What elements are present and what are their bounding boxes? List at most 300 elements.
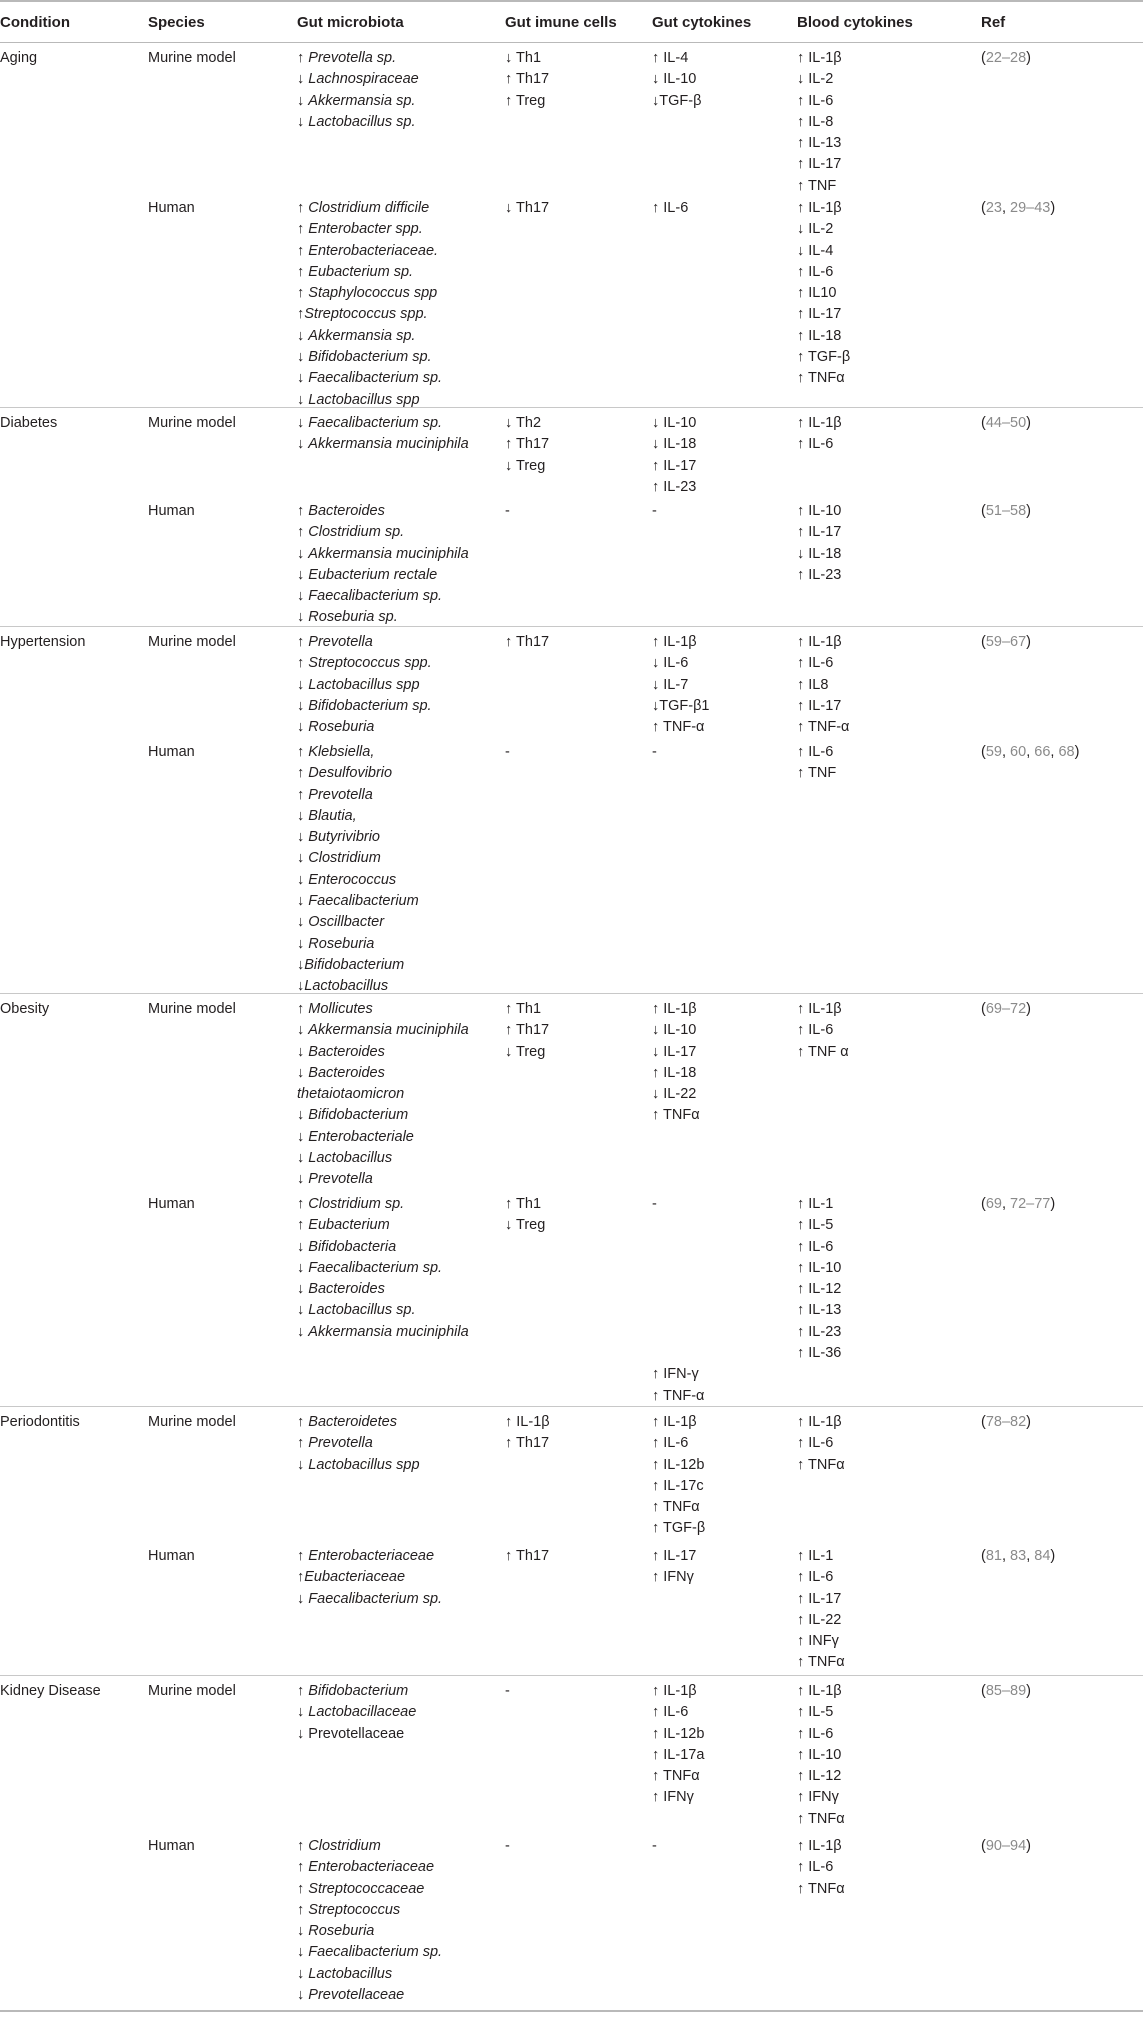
- taxon-name: Lactobacillus spp: [308, 676, 420, 693]
- reference-line: [981, 999, 1031, 1020]
- microbiota-entry: [297, 522, 469, 543]
- blood-cytokines-cell: [797, 413, 842, 456]
- gut-immune-cells-cell: [505, 742, 510, 763]
- microbiota-entry: [297, 262, 442, 283]
- trend-arrow: ↑: [297, 1001, 309, 1017]
- trend-arrow: ↑: [297, 1414, 309, 1430]
- trend-arrow: ↑: [297, 1548, 309, 1564]
- reference-line: [981, 742, 1079, 763]
- trend-arrow: ↓: [297, 113, 309, 130]
- gut-microbiota-cell: [297, 999, 469, 1191]
- gut-cytokines-cell: [652, 413, 696, 498]
- table-row: [0, 1541, 1143, 1675]
- blood-cytokines-cell-line: ↑ IL-10: [797, 503, 842, 519]
- gut-immune-cells-cell-line: -: [505, 1683, 510, 1699]
- microbiota-entry: [297, 806, 419, 827]
- gut-microbiota-cell: [297, 501, 469, 629]
- blood-cytokines-cell-line: ↑ IL-22: [797, 1611, 842, 1628]
- gut-cytokines-cell-line: ↑ IL-17: [652, 1548, 697, 1564]
- microbiota-entry: [297, 607, 469, 628]
- reference-link[interactable]: 68: [1058, 744, 1075, 760]
- microbiota-entry: [297, 1985, 442, 2006]
- taxon-name: Akkermansia muciniphila: [308, 1022, 469, 1039]
- blood-cytokines-cell-line: ↑ IL-1β: [797, 1414, 842, 1430]
- blood-cytokines-cell-line: ↓ IL-2: [797, 221, 834, 238]
- microbiota-entry: [297, 1169, 469, 1190]
- blood-cytokines-cell-line: ↑ TNFα: [797, 1880, 845, 1897]
- gut-immune-cells-cell-line: ↓ Th1: [505, 50, 542, 66]
- blood-cytokines-cell-line: ↑ IL-10: [797, 1746, 842, 1763]
- blood-cytokines-cell-line: ↑ TNF: [797, 177, 837, 194]
- reference-cell: [981, 198, 1055, 219]
- microbiota-entry: [297, 1942, 442, 1963]
- blood-cytokines-cell-line: ↑ IL-8: [797, 113, 834, 130]
- blood-cytokines-cell-line: ↑ TNFα: [797, 1810, 845, 1827]
- taxon-name: Klebsiella,: [308, 744, 375, 760]
- taxon-name: Roseburia: [308, 1923, 375, 1940]
- gut-cytokines-cell-line: [652, 1279, 704, 1300]
- blood-cytokines-cell-line: ↑ TNF α: [797, 1043, 849, 1060]
- gut-cytokines-cell-line: [652, 1300, 704, 1321]
- gut-cytokines-cell-line: ↑ IFNγ: [652, 1569, 694, 1586]
- reference-link[interactable]: 83: [1010, 1548, 1027, 1564]
- reference-line: [981, 1194, 1055, 1215]
- condition-label: Diabetes: [0, 415, 58, 431]
- taxon-name: Clostridium sp.: [308, 524, 405, 541]
- gut-immune-cells-cell-line: ↑ Th17: [505, 436, 550, 453]
- gut-immune-cells-cell-line: -: [505, 1838, 510, 1854]
- species-label: Human: [148, 503, 195, 519]
- taxon-name: Lactobacillus spp: [308, 391, 420, 408]
- blood-cytokines-cell: [797, 48, 842, 197]
- trend-arrow: ↓: [297, 1150, 309, 1167]
- species-label: Human: [148, 1838, 195, 1854]
- reference-line: [981, 1546, 1055, 1567]
- taxon-name: Bifidobacterium: [308, 1683, 409, 1699]
- microbiota-entry: [297, 1900, 442, 1921]
- taxon-name: Desulfovibrio: [308, 765, 393, 782]
- trend-arrow: ↑: [297, 786, 309, 803]
- trend-arrow: ↓: [297, 1171, 309, 1188]
- gut-immune-cells-cell: [505, 48, 549, 112]
- taxon-name: Eubacteriaceae: [304, 1569, 406, 1586]
- reference-punctuation: (: [981, 503, 986, 519]
- blood-cytokines-cell-line: ↑ IL-6: [797, 263, 834, 280]
- blood-cytokines-cell: [797, 999, 849, 1063]
- gut-cytokines-cell-line: ↓ IL-22: [652, 1086, 697, 1103]
- microbiota-entry: [297, 1546, 442, 1567]
- reference-cell: [981, 999, 1031, 1020]
- taxon-name: Faecalibacterium: [308, 893, 419, 910]
- reference-punctuation: ,: [1001, 200, 1011, 216]
- reference-cell: [981, 1546, 1055, 1567]
- reference-line: [981, 1412, 1031, 1433]
- gut-cytokines-cell-line: -: [652, 503, 657, 519]
- gut-cytokines-cell-line: ↑ IL-17c: [652, 1477, 704, 1494]
- reference-punctuation: (: [981, 415, 986, 431]
- microbiota-entry: [297, 1322, 469, 1343]
- table-row: [0, 408, 1143, 496]
- taxon-name: Faecalibacterium sp.: [308, 1944, 443, 1961]
- taxon-name: Bifidobacterium: [308, 1107, 409, 1124]
- reference-link[interactable]: 85–89: [985, 1683, 1027, 1699]
- trend-arrow: ↓: [297, 914, 309, 931]
- gut-microbiota-cell: [297, 742, 419, 998]
- gut-immune-cells-cell-line: ↑ Th17: [505, 1022, 550, 1039]
- blood-cytokines-cell-line: ↑ IL-13: [797, 1302, 842, 1319]
- table-row: [0, 994, 1143, 1189]
- reference-line: [981, 198, 1055, 219]
- gut-immune-cells-cell-line: ↑ Th1: [505, 1196, 542, 1212]
- blood-cytokines-cell: [797, 1194, 841, 1364]
- reference-punctuation: ): [1026, 1001, 1032, 1017]
- trend-arrow: ↓: [297, 391, 309, 408]
- taxon-name: Blautia,: [308, 807, 357, 824]
- trend-arrow: ↑: [297, 1683, 309, 1699]
- microbiota-entry: [297, 1857, 442, 1878]
- header-condition: Condition: [0, 14, 70, 31]
- blood-cytokines-cell-line: ↑ IL-1β: [797, 1001, 842, 1017]
- taxon-name: Butyrivibrio: [308, 829, 380, 846]
- microbiota-entry: [297, 1589, 442, 1610]
- table-row: [0, 1831, 1143, 2010]
- blood-cytokines-cell-line: ↑ TGF-β: [797, 349, 851, 366]
- taxon-name: Enterobacteriaceae: [308, 1859, 435, 1876]
- reference-link[interactable]: 44–50: [985, 415, 1027, 431]
- condition-group: [0, 408, 1143, 627]
- reference-punctuation: ,: [1026, 1548, 1035, 1564]
- taxon-name: Bacteroides: [308, 1043, 385, 1060]
- trend-arrow: ↑: [297, 1838, 309, 1854]
- gut-immune-cells-cell-line: ↑ Th17: [505, 1435, 550, 1452]
- reference-punctuation: ,: [1050, 744, 1059, 760]
- gut-cytokines-cell-line: ↑ IL-1β: [652, 1001, 697, 1017]
- trend-arrow: ↓: [297, 1944, 309, 1961]
- microbiota-entry: [297, 912, 419, 933]
- reference-punctuation: (: [981, 1838, 986, 1854]
- gut-cytokines-cell: [652, 1412, 705, 1540]
- microbiota-entry: [297, 326, 442, 347]
- species-label: Murine model: [148, 1683, 236, 1699]
- gut-cytokines-cell-line: ↑ TGF-β: [652, 1520, 706, 1537]
- gut-cytokines-cell-line: ↑ IL-23: [652, 478, 697, 495]
- trend-arrow: ↑: [297, 1880, 309, 1897]
- species-label: Human: [148, 744, 195, 760]
- header-species: Species: [148, 14, 205, 31]
- gut-cytokines-cell-line: -: [652, 1838, 657, 1854]
- blood-cytokines-cell: [797, 1836, 845, 1900]
- trend-arrow: ↓: [297, 1022, 309, 1039]
- gut-cytokines-cell-line: ↑ IL-1β: [652, 1683, 697, 1699]
- gut-cytokines-cell: [652, 1836, 657, 1857]
- gut-cytokines-cell: [652, 632, 709, 738]
- trend-arrow: ↑: [297, 634, 309, 650]
- table-row: [0, 496, 1143, 626]
- reference-link[interactable]: 84: [1034, 1548, 1051, 1564]
- condition-group: [0, 627, 1143, 994]
- trend-arrow: ↓: [297, 609, 309, 626]
- gut-microbiota-cell: [297, 198, 442, 411]
- microbiota-entry: [297, 1279, 469, 1300]
- gut-cytokines-cell-line: -: [652, 744, 657, 760]
- blood-cytokines-cell-line: ↑ IFNγ: [797, 1789, 839, 1806]
- gut-cytokines-cell-line: ↑ TNF-α: [652, 1387, 705, 1404]
- gut-immune-cells-cell-line: ↑ Th17: [505, 71, 550, 88]
- taxon-name: Lactobacillaceae: [308, 1704, 417, 1721]
- trend-arrow: ↑: [297, 503, 309, 519]
- blood-cytokines-cell-line: ↑ IL-17: [797, 156, 842, 173]
- reference-link[interactable]: 60: [1010, 744, 1027, 760]
- blood-cytokines-cell-line: ↑ IL-1β: [797, 200, 842, 216]
- reference-link[interactable]: 69–72: [985, 1001, 1027, 1017]
- microbiota-entry: [297, 1042, 469, 1063]
- gut-microbiota-cell: [297, 413, 469, 456]
- reference-link[interactable]: 22–28: [985, 50, 1027, 66]
- gut-immune-cells-cell: [505, 1194, 545, 1237]
- trend-arrow: ↓: [297, 92, 309, 109]
- table-row: [0, 1676, 1143, 1831]
- trend-arrow: ↓: [297, 871, 309, 888]
- microbiota-entry: [297, 501, 469, 522]
- blood-cytokines-cell: [797, 1681, 845, 1830]
- reference-cell: [981, 1681, 1031, 1702]
- gut-cytokines-cell-line: [652, 1343, 704, 1364]
- gut-cytokines-cell-line: ↑ IL-6: [652, 1704, 689, 1721]
- trend-arrow: ↓: [297, 1590, 309, 1607]
- gut-cytokines-cell-line: ↑ TNFα: [652, 1768, 700, 1785]
- blood-cytokines-cell-line: ↓ IL-18: [797, 545, 842, 562]
- trend-arrow: ↓: [297, 1107, 309, 1124]
- reference-link[interactable]: 78–82: [985, 1414, 1027, 1430]
- gut-immune-cells-cell-line: ↓ Treg: [505, 457, 546, 474]
- microbiota-entry: [297, 785, 419, 806]
- condition-group: [0, 994, 1143, 1407]
- gut-cytokines-cell-line: ↑ IFN-γ: [652, 1366, 699, 1383]
- taxon-name: Eubacterium: [308, 1217, 390, 1234]
- microbiota-entry: [297, 742, 419, 763]
- trend-arrow: ↓: [297, 327, 309, 344]
- taxon-name: Lachnospiraceae: [308, 71, 419, 88]
- trend-arrow: ↓: [297, 956, 305, 973]
- microbiota-entry: [297, 1681, 416, 1702]
- microbiota-entry: [297, 999, 469, 1020]
- reference-link[interactable]: 81: [985, 1548, 1002, 1564]
- blood-cytokines-cell-line: ↑ IL-12: [797, 1768, 842, 1785]
- gut-cytokines-cell-line: [652, 1322, 704, 1343]
- blood-cytokines-cell-line: ↑ IL-6: [797, 1859, 834, 1876]
- gut-cytokines-cell-line: ↑ IL-4: [652, 50, 689, 66]
- trend-arrow: ↓: [297, 978, 305, 995]
- gut-cytokines-cell-line: ↑ IL-1β: [652, 634, 697, 650]
- microbiota-entry: [297, 1063, 469, 1084]
- gut-cytokines-cell-line: ↑ IL-17: [652, 457, 697, 474]
- reference-link[interactable]: 59–67: [985, 634, 1027, 650]
- taxon-name: Prevotellaceae: [308, 1987, 405, 2004]
- trend-arrow: ↓: [297, 1281, 309, 1298]
- microbiota-entry: [297, 763, 419, 784]
- condition-label: Periodontitis: [0, 1414, 80, 1430]
- blood-cytokines-cell-line: ↑ IL-6: [797, 92, 834, 109]
- microbiota-entry: [297, 1724, 416, 1745]
- blood-cytokines-cell-line: ↑ IL-6: [797, 744, 834, 760]
- taxon-name: Faecalibacterium sp.: [308, 415, 443, 431]
- blood-cytokines-cell-line: ↑ IL-13: [797, 135, 842, 152]
- taxon-name: Roseburia: [308, 935, 375, 952]
- table-row: [0, 43, 1143, 193]
- gut-cytokines-cell-line: ↓TGF-β: [652, 92, 702, 109]
- gut-microbiota-cell: [297, 1194, 469, 1343]
- gut-cytokines-cell-line: ↓ IL-10: [652, 415, 697, 431]
- taxon-name: Prevotella: [308, 786, 373, 803]
- taxon-name: Bifidobacteria: [308, 1238, 397, 1255]
- trend-arrow: ↓: [297, 893, 309, 910]
- trend-arrow: ↓: [297, 415, 309, 431]
- reference-punctuation: ): [1074, 744, 1080, 760]
- trend-arrow: ↓: [297, 697, 309, 714]
- blood-cytokines-cell-line: ↑ IL-6: [797, 655, 834, 672]
- taxon-name: Faecalibacterium sp.: [308, 588, 443, 605]
- reference-cell: [981, 501, 1031, 522]
- trend-arrow: ↑: [297, 50, 309, 66]
- microbiota-entry: [297, 368, 442, 389]
- blood-cytokines-cell: [797, 501, 841, 586]
- table-row: [0, 1407, 1143, 1541]
- reference-link[interactable]: 90–94: [985, 1838, 1027, 1854]
- reference-cell: [981, 742, 1079, 763]
- reference-link[interactable]: 59: [985, 744, 1002, 760]
- gut-cytokines-cell-line: ↓ IL-10: [652, 1022, 697, 1039]
- blood-cytokines-cell-line: ↑ IL10: [797, 285, 837, 302]
- gut-immune-cells-cell-line: -: [505, 744, 510, 760]
- taxon-name: Akkermansia sp.: [308, 327, 416, 344]
- gut-immune-cells-cell-line: ↑ Treg: [505, 92, 546, 109]
- blood-cytokines-cell-line: ↑ IL-1β: [797, 1838, 842, 1854]
- gut-cytokines-cell: [652, 48, 701, 112]
- blood-cytokines-cell-line: ↑ IL-36: [797, 1345, 842, 1362]
- blood-cytokines-cell-line: ↑ IL-17: [797, 524, 842, 541]
- gut-cytokines-cell: [652, 742, 657, 763]
- gut-immune-cells-cell-line: ↓ Th2: [505, 415, 542, 431]
- microbiota-entry: [297, 347, 442, 368]
- reference-punctuation: ): [1050, 1196, 1056, 1212]
- blood-cytokines-cell-line: ↑ IL-6: [797, 1238, 834, 1255]
- blood-cytokines-cell-line: ↑ IL-1β: [797, 415, 842, 431]
- reference-punctuation: (: [981, 744, 986, 760]
- microbiota-entry: [297, 565, 469, 586]
- taxon-name: Enterococcus: [308, 871, 397, 888]
- trend-arrow: ↓: [297, 370, 309, 387]
- blood-cytokines-cell-line: ↑ TNFα: [797, 370, 845, 387]
- trend-arrow: ↓: [297, 935, 309, 952]
- gut-cytokines-cell-line: ↑ IL-12b: [652, 1725, 705, 1742]
- header-ref: Ref: [981, 14, 1006, 31]
- gut-immune-cells-cell-line: ↑ Th1: [505, 1001, 542, 1017]
- trend-arrow: ↑: [297, 242, 309, 259]
- trend-arrow: ↓: [297, 566, 309, 583]
- blood-cytokines-cell-line: ↑ TNFα: [797, 1456, 845, 1473]
- reference-cell: [981, 413, 1031, 434]
- reference-line: [981, 48, 1031, 69]
- condition-group: [0, 1407, 1143, 1676]
- reference-cell: [981, 1836, 1031, 1857]
- blood-cytokines-cell-line: ↑ INFγ: [797, 1633, 839, 1650]
- blood-cytokines-cell-line: ↑ IL-1β: [797, 1683, 842, 1699]
- reference-link[interactable]: 23: [985, 200, 1002, 216]
- species-label: Murine model: [148, 1414, 236, 1430]
- gut-cytokines-cell-line: ↓ IL-17: [652, 1043, 697, 1060]
- trend-arrow: ↓: [297, 71, 309, 88]
- gut-cytokines-cell-line: ↑ IL-6: [652, 200, 689, 216]
- taxon-name: Mollicutes: [308, 1001, 373, 1017]
- gut-immune-cells-cell: [505, 501, 510, 522]
- reference-link[interactable]: 29–43: [1010, 200, 1051, 216]
- gut-microbiota-cell: [297, 1546, 442, 1610]
- taxon-name: Clostridium: [308, 1838, 381, 1854]
- taxon-name: Lactobacillus sp.: [308, 113, 416, 130]
- microbiota-entry: [297, 848, 419, 869]
- species-label: Human: [148, 200, 195, 216]
- microbiota-entry: [297, 1020, 469, 1041]
- reference-punctuation: ): [1026, 503, 1032, 519]
- taxon-name: Faecalibacterium sp.: [308, 1259, 443, 1276]
- trend-arrow: ↓: [297, 1456, 309, 1473]
- gut-immune-cells-cell-line: ↑ Th17: [505, 634, 550, 650]
- condition-label: Kidney Disease: [0, 1683, 101, 1699]
- species-label: Human: [148, 1196, 195, 1212]
- taxon-name: thetaiotaomicron: [297, 1086, 405, 1103]
- taxon-name: Streptococcus spp.: [304, 306, 428, 323]
- reference-punctuation: ): [1026, 1838, 1032, 1854]
- blood-cytokines-cell-line: ↑ IL-6: [797, 1435, 834, 1452]
- reference-link[interactable]: 69: [985, 1196, 1002, 1212]
- gut-cytokines-cell-line: ↑ TNFα: [652, 1107, 700, 1124]
- blood-cytokines-cell-line: ↑ IL-1: [797, 1196, 834, 1212]
- gut-microbiota-cell: [297, 1412, 420, 1476]
- microbiota-entry: [297, 586, 469, 607]
- gut-cytokines-cell-line: ↑ IFNγ: [652, 1789, 694, 1806]
- species-label: Murine model: [148, 1001, 236, 1017]
- gut-microbiota-cell: [297, 1681, 416, 1745]
- reference-link[interactable]: 72–77: [1010, 1196, 1051, 1212]
- taxon-name: Clostridium sp.: [308, 1196, 405, 1212]
- reference-link[interactable]: 51–58: [985, 503, 1027, 519]
- trend-arrow: ↓: [297, 1302, 309, 1319]
- gut-cytokines-cell-line: [652, 1258, 704, 1279]
- microbiota-entry: [297, 1215, 469, 1236]
- microbiota-entry: [297, 304, 442, 325]
- blood-cytokines-cell-line: ↑ IL-23: [797, 566, 842, 583]
- taxon-name: Akkermansia muciniphila: [308, 1323, 469, 1340]
- taxon-name: Clostridium: [308, 850, 381, 867]
- blood-cytokines-cell-line: ↑ IL-23: [797, 1323, 842, 1340]
- microbiota-entry: [297, 1194, 469, 1215]
- taxon-name: Bacteroides: [308, 503, 385, 519]
- blood-cytokines-cell-line: ↑ IL-17: [797, 697, 842, 714]
- microbiota-entry: [297, 1300, 469, 1321]
- gut-cytokines-cell: [652, 1194, 704, 1407]
- gut-immune-cells-cell-line: ↑ Th17: [505, 1548, 550, 1564]
- microbiota-entry: [297, 696, 432, 717]
- gut-cytokines-cell-line: ↓ IL-6: [652, 655, 689, 672]
- microbiota-entry: [297, 48, 419, 69]
- trend-arrow: ↓: [297, 436, 309, 453]
- condition-label: Obesity: [0, 1001, 50, 1017]
- trend-arrow: ↓: [297, 1064, 309, 1081]
- reference-punctuation: ,: [1001, 1548, 1011, 1564]
- reference-link[interactable]: 66: [1034, 744, 1051, 760]
- header-gut-cytokines: Gut cytokines: [652, 14, 752, 31]
- gut-cytokines-cell-line: -: [652, 1196, 657, 1212]
